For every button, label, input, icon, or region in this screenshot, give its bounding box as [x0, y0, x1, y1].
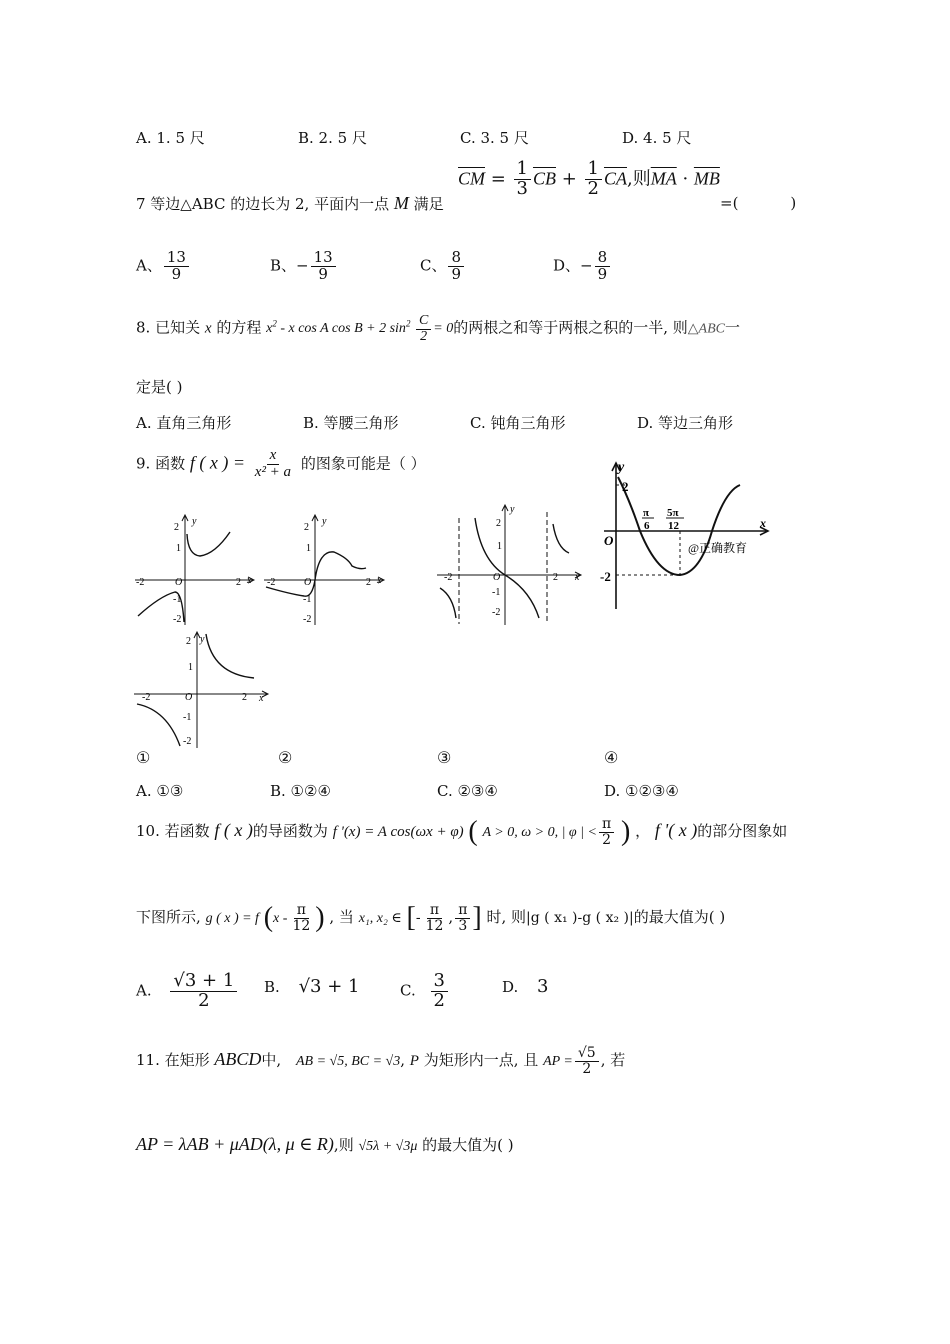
svg-text:x: x: [575, 572, 580, 583]
svg-text:-1: -1: [303, 594, 312, 605]
q10-option-b: B. √3 + 1: [264, 976, 360, 997]
svg-text:-2: -2: [142, 692, 151, 703]
q7-equation: $\overline{CM}$ = $\frac{1}{3}$ $\overline{CB}$ + $\frac{1}{2}$ $\overline{CA}$,则$\overline{MA} \cdot \overline{MB}$: [458, 158, 720, 199]
svg-text:-2: -2: [600, 569, 611, 584]
svg-text:x: x: [760, 516, 766, 530]
graph-label-1: ①: [136, 748, 151, 767]
svg-text:x: x: [377, 575, 382, 586]
svg-text:2: 2: [242, 692, 247, 703]
graph-5: [132, 630, 272, 750]
graph-label-4: ④: [604, 748, 619, 767]
q10-option-d: D. 3: [502, 976, 549, 997]
q10-line1: 10. 若函数 f ( x )的导函数为 f '(x) = A cos(ωx + φ) ( A > 0, ω > 0, | φ | < $\frac{\pi}{2}$ ) ， f '( x )的部分图象如: [136, 815, 788, 848]
graph-4: [600, 455, 772, 615]
q7-then: ,则: [627, 168, 651, 190]
q9-option-d: D. ①②③④: [604, 782, 679, 800]
q8-equation: $x^2$ - x cos A cos B + 2 $\sin^2$ $\frac{C}{2}$ = 0: [266, 313, 454, 344]
svg-text:y: y: [192, 516, 197, 527]
vec-ma: $\overline{MA}$: [650, 168, 677, 189]
q10-option-c: C. $\frac{3}{2}$: [400, 972, 450, 1011]
svg-text:-1: -1: [173, 594, 182, 605]
vec-cm: $\overline{CM}$: [458, 168, 485, 189]
svg-text:1: 1: [176, 543, 181, 554]
svg-text:2: 2: [236, 577, 241, 588]
svg-text:2: 2: [496, 518, 501, 529]
q8-stem: 8. 已知关 x 的方程 $x^2$ - x cos A cos B + 2 $\sin^2$ $\frac{C}{2}$ = 0的两根之和等于两根之积的一半, 则△ABC一: [136, 313, 741, 344]
q7-point: M: [393, 193, 409, 213]
q8-option-a: A. 直角三角形: [136, 414, 232, 432]
svg-text:-2: -2: [136, 577, 145, 588]
svg-text:O: O: [185, 692, 193, 703]
svg-text:-2: -2: [444, 572, 453, 583]
svg-text:2: 2: [186, 636, 191, 647]
q11-line1: 11. 在矩形 ABCD中, AB = √5, BC = √3, P 为矩形内一点, 且 AP = $\frac{√5}{2}$ , 若: [136, 1045, 626, 1077]
vec-ca: $\overline{CA}$: [603, 168, 627, 189]
frac-one-half: $\frac{1}{2}$: [585, 160, 602, 199]
frac-one-third: $\frac{1}{3}$: [514, 160, 531, 199]
svg-text:-2: -2: [492, 607, 501, 618]
svg-text:x: x: [247, 575, 252, 586]
q8-option-c: C. 钝角三角形: [470, 414, 566, 432]
graph-label-3: ③: [437, 748, 452, 767]
svg-text:O: O: [493, 572, 501, 583]
q7-answer-blank: =( ): [720, 194, 797, 212]
svg-text:-2: -2: [267, 577, 276, 588]
q7-option-c: C、 $\frac{8}{9}$: [420, 250, 466, 283]
svg-text:O: O: [604, 533, 614, 548]
svg-text:-2: -2: [183, 736, 192, 747]
svg-text:6: 6: [644, 520, 650, 532]
svg-text:y: y: [200, 634, 205, 645]
q6-option-c: C. 3. 5 尺: [460, 129, 529, 147]
svg-text:2: 2: [366, 577, 371, 588]
svg-text:y: y: [618, 460, 625, 475]
q6-option-b: B. 2. 5 尺: [298, 129, 367, 147]
svg-text:x: x: [259, 693, 264, 704]
q8-line2: 定是( ): [136, 378, 183, 396]
svg-text:1: 1: [497, 541, 502, 552]
q10-option-a: A. $\frac{√3 + 1}{2}$: [136, 972, 239, 1011]
graph-2: [262, 510, 392, 630]
svg-text:12: 12: [668, 520, 679, 532]
q8-option-d: D. 等边三角形: [637, 414, 734, 432]
graph-1: [130, 510, 260, 630]
svg-text:2: 2: [553, 572, 558, 583]
graph-label-2: ②: [278, 748, 293, 767]
vec-cb: $\overline{CB}$: [532, 168, 556, 189]
vec-mb: $\overline{MB}$: [693, 168, 720, 189]
q7-stem: [136, 193, 444, 214]
svg-text:1: 1: [306, 543, 311, 554]
q8-option-b: B. 等腰三角形: [303, 414, 399, 432]
q7-option-d: D、− $\frac{8}{9}$: [553, 250, 612, 283]
svg-text:2: 2: [174, 522, 179, 533]
svg-text:π: π: [643, 507, 650, 519]
q10-line2: 下图所示, g ( x ) = f (x - $\frac{\pi}{12}$ ) , 当 x₁, x₂ ∈ [- $\frac{\pi}{12}$ , $\frac{\pi}{3}$ ] 时, 则|g ( x₁ )-g ( x₂ )|的最大值为( ): [136, 901, 726, 934]
q7-option-b: B、− $\frac{13}{9}$: [270, 250, 338, 283]
graph-3: [435, 500, 585, 630]
svg-text:2: 2: [304, 522, 309, 533]
svg-text:-1: -1: [492, 587, 501, 598]
q9-option-b: B. ①②④: [270, 782, 331, 800]
q9-option-a: A. ①③: [136, 782, 184, 800]
q6-option-d: D. 4. 5 尺: [622, 129, 692, 147]
svg-text:O: O: [304, 577, 312, 588]
watermark: @正确教育: [688, 541, 748, 555]
q7-satisfies: 满足: [413, 195, 444, 213]
svg-text:-2: -2: [173, 614, 182, 625]
svg-text:-1: -1: [183, 712, 192, 723]
q6-option-a: A. 1. 5 尺: [136, 129, 205, 147]
q11-line2: AP = λAB + μAD(λ, μ ∈ R),则 √5λ + √3μ 的最大值为( ): [136, 1134, 514, 1154]
q9-stem: 9. 函数 f ( x ) = $\frac{x}{\text{x² + a}}$ 的图象可能是（ ）: [136, 447, 426, 480]
svg-text:2: 2: [622, 479, 629, 494]
q7-text: 7 等边△ABC 的边长为 2, 平面内一点: [136, 195, 390, 213]
q9-option-c: C. ②③④: [437, 782, 498, 800]
svg-text:-2: -2: [303, 614, 312, 625]
svg-text:1: 1: [188, 662, 193, 673]
q7-option-a: A、 $\frac{13}{9}$: [136, 250, 191, 283]
svg-text:y: y: [322, 516, 327, 527]
svg-text:y: y: [510, 504, 515, 515]
svg-text:5π: 5π: [667, 507, 679, 519]
svg-text:O: O: [175, 577, 183, 588]
